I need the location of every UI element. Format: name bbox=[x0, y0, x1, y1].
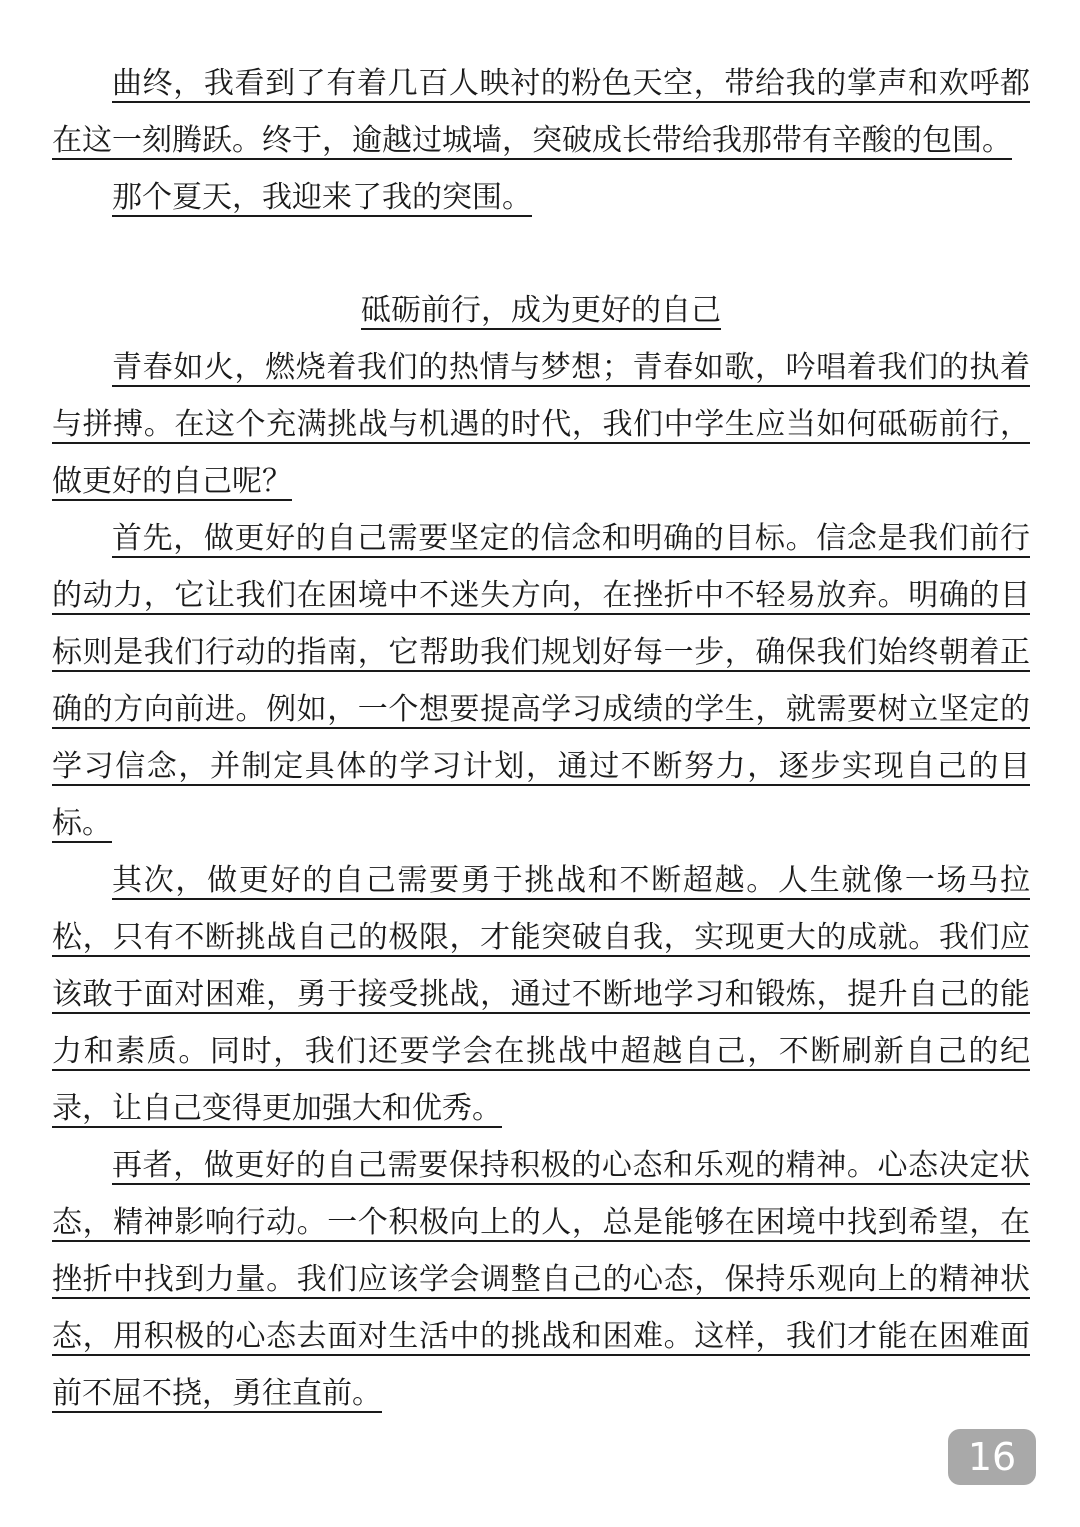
section-gap bbox=[52, 226, 1030, 282]
essay-paragraph-4 bbox=[52, 1137, 1030, 1422]
essay-paragraph-2-text: 首先，做更好的自己需要坚定的信念和明确的目标。信念是我们前行的动力，它让我们在困境中不迷失方向，在挫折中不轻易放弃。明确的目标则是我们行动的指南，它帮助我们规划好每一步，确保我们始终朝着正确的方向前进。例如，一个想要提高学习成绩的学生，就需要树立坚定的学习信念，并制定具体的学习计划，通过不断努力，逐步实现自己的目标。 bbox=[52, 521, 1030, 841]
essay-paragraph-1-text: 青春如火，燃烧着我们的热情与梦想；青春如歌，吟唱着我们的执着与拼搏。在这个充满挑战与机遇的时代，我们中学生应当如何砥砺前行，做更好的自己呢？ bbox=[52, 350, 1030, 499]
prev-essay-paragraph-1 bbox=[52, 55, 1030, 169]
prev-essay-paragraph-2-text: 那个夏天，我迎来了我的突围。 bbox=[112, 180, 532, 215]
essay-paragraph-1 bbox=[52, 339, 1030, 510]
essay-paragraph-4-text: 再者，做更好的自己需要保持积极的心态和乐观的精神。心态决定状态，精神影响行动。一个积极向上的人，总是能够在困境中找到希望，在挫折中找到力量。我们应该学会调整自己的心态，保持乐观向上的精神状态，用积极的心态去面对生活中的挑战和困难。这样，我们才能在困难面前不屈不挠，勇往直前。 bbox=[52, 1148, 1030, 1411]
essay-title bbox=[52, 282, 1030, 339]
page-number-badge: 16 bbox=[948, 1429, 1036, 1485]
essay-paragraph-3 bbox=[52, 852, 1030, 1137]
essay-title-text: 砥砺前行，成为更好的自己 bbox=[361, 293, 721, 328]
essay-paragraph-2 bbox=[52, 510, 1030, 852]
prev-essay-paragraph-1-text: 曲终，我看到了有着几百人映衬的粉色天空，带给我的掌声和欢呼都在这一刻腾跃。终于，逾越过城墙，突破成长带给我那带有辛酸的包围。 bbox=[52, 66, 1030, 158]
prev-essay-paragraph-2 bbox=[52, 169, 1030, 226]
essay-paragraph-3-text: 其次，做更好的自己需要勇于挑战和不断超越。人生就像一场马拉松，只有不断挑战自己的极限，才能突破自我，实现更大的成就。我们应该敢于面对困难，勇于接受挑战，通过不断地学习和锻炼，提升自己的能力和素质。同时，我们还要学会在挑战中超越自己，不断刷新自己的纪录，让自己变得更加强大和优秀。 bbox=[52, 863, 1030, 1126]
document-page bbox=[52, 55, 1030, 1422]
